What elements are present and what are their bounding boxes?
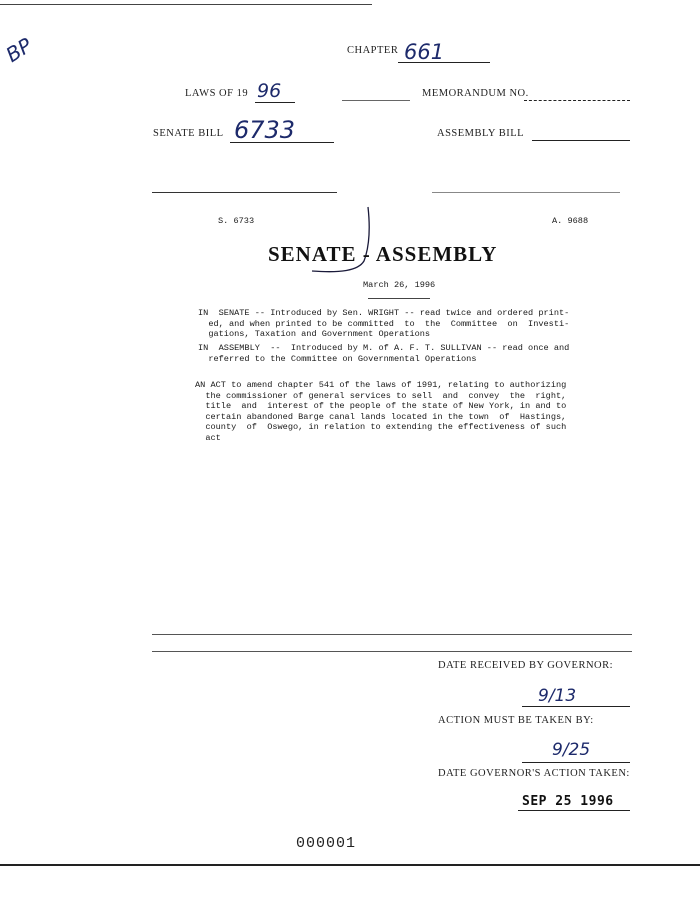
taken-field bbox=[518, 792, 630, 811]
senate-line: IN SENATE -- Introduced by Sen. WRIGHT -- read twice and ordered print- bbox=[198, 308, 570, 318]
assembly-bill-field bbox=[532, 126, 630, 141]
taken-label: DATE GOVERNOR'S ACTION TAKEN: bbox=[438, 768, 630, 779]
senate-bill-field bbox=[230, 116, 334, 143]
taken-stamp: SEP 25 1996 bbox=[522, 794, 614, 809]
scan-edge-bottom bbox=[0, 864, 700, 866]
chapter-label: CHAPTER bbox=[347, 45, 399, 56]
handwritten-initials: BP bbox=[1, 32, 37, 68]
act-line: act bbox=[195, 432, 221, 443]
date-underline bbox=[368, 298, 430, 299]
assembly-paragraph bbox=[198, 343, 569, 364]
laws-year-field bbox=[255, 80, 295, 103]
senate-bill-value: 6733 bbox=[234, 116, 296, 144]
received-field bbox=[522, 686, 630, 707]
act-line: the commissioner of general services to sell and convey the right, bbox=[195, 390, 567, 401]
separator-right bbox=[432, 192, 620, 193]
scan-edge-top bbox=[0, 4, 372, 5]
chapter-field bbox=[398, 40, 490, 63]
assembly-number: A. 9688 bbox=[552, 216, 589, 226]
act-line: certain abandoned Barge canal lands located in the town of Hastings, bbox=[195, 411, 567, 422]
action-label: ACTION MUST BE TAKEN BY: bbox=[438, 715, 594, 726]
act-line: AN ACT to amend chapter 541 of the laws of 1991, relating to authorizing bbox=[195, 380, 567, 390]
bill-date: March 26, 1996 bbox=[363, 280, 436, 290]
bottom-rule-2 bbox=[152, 651, 632, 652]
assembly-line: referred to the Committee on Governmental Operations bbox=[198, 353, 477, 364]
bill-title: SENATE - ASSEMBLY bbox=[268, 242, 498, 266]
assembly-bill-label: ASSEMBLY BILL bbox=[437, 128, 525, 139]
senate-line: ed, and when printed to be committed to the Committee on Investi- bbox=[198, 318, 570, 329]
action-value: 9/25 bbox=[552, 740, 591, 760]
memo-pre-line bbox=[342, 100, 410, 101]
act-line: title and interest of the people of the state of New York, in and to bbox=[195, 401, 567, 411]
senate-bill-label: SENATE BILL bbox=[153, 128, 224, 139]
senate-line: gations, Taxation and Government Operations bbox=[198, 329, 431, 339]
chapter-value: 661 bbox=[404, 40, 445, 64]
memo-label: MEMORANDUM NO. bbox=[422, 88, 529, 99]
separator-left bbox=[152, 192, 337, 193]
page-number: 000001 bbox=[296, 835, 357, 852]
senate-number: S. 6733 bbox=[218, 216, 255, 226]
senate-paragraph bbox=[198, 308, 569, 340]
laws-label: LAWS OF 19 bbox=[185, 88, 249, 99]
memo-field bbox=[524, 84, 630, 101]
assembly-line: IN ASSEMBLY -- Introduced by M. of A. F. T. SULLIVAN -- read once and bbox=[198, 343, 570, 353]
laws-year: 96 bbox=[257, 80, 282, 102]
bottom-rule-1 bbox=[152, 634, 632, 635]
act-paragraph bbox=[195, 380, 566, 443]
received-label: DATE RECEIVED BY GOVERNOR: bbox=[438, 660, 614, 671]
action-field bbox=[522, 740, 630, 763]
act-line: county of Oswego, in relation to extending the effectiveness of such bbox=[195, 422, 567, 432]
received-value: 9/13 bbox=[538, 686, 577, 706]
